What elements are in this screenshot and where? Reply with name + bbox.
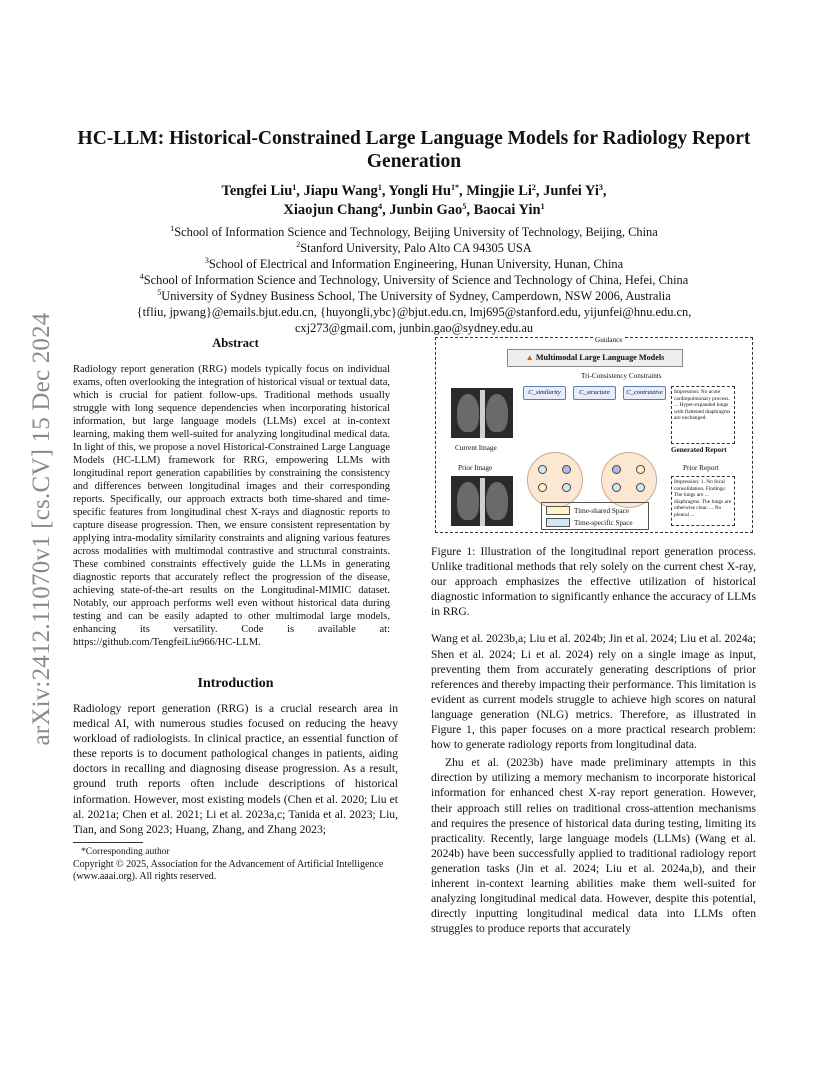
feature-node bbox=[612, 483, 621, 492]
affiliation-text: School of Electrical and Information Engineering, Hunan University, Hunan, China bbox=[208, 257, 624, 271]
author-list bbox=[60, 182, 768, 220]
current-image-label: Current Image bbox=[455, 444, 497, 452]
prior-image-label: Prior Image bbox=[458, 464, 493, 472]
affiliation-list bbox=[60, 224, 768, 336]
affiliation bbox=[60, 272, 768, 288]
structure-constraint: C_structure bbox=[573, 386, 616, 400]
guidance-label: Guidance bbox=[595, 336, 623, 344]
author-name: Jiapu Wang bbox=[303, 183, 378, 199]
abstract-text: Radiology report generation (RRG) models typically focus on individual exams, often overlooking the integration of historical visual or textual data, which is crucial for patient follow-ups. Traditional methods usually struggle with long sequence dependencies when incorporating historical information, but large language models (LLMs) excel at in-context learning, making them well-suited for analyzing longitudinal medical data. In light of this, we propose a novel Historical-Constrained Large Language Models (HC-LLM) framework for RRG, empowering LLMs with longitudinal report generation capabilities by constraining the consistency and differences between longitudinal images and their corresponding reports. Specifically, our approach extracts both time-shared and time-specific features from longitudinal chest X-rays and diagnostic reports to capture disease progression. Then, we ensure consistent representation by applying intra-modality similarity constraints and aligning various features across modalities with multimodal contrastive and structural constraints. These combined constraints effectively guide the LLMs in generating diagnostic reports that accurately reflect the progression of the disease, achieving state-of-the-art results on the Longitudinal-MIMIC dataset. Notably, our approach performs well even without historical data during testing and can be easily adapted to other multimodal large models, enhancing its versatility. Code is available at: https://github.com/TengfeiLiu966/HC-LLM. bbox=[73, 364, 390, 648]
image-feature-space bbox=[527, 452, 583, 508]
author-affil: 3 bbox=[598, 183, 603, 192]
arxiv-identifier-sidebar bbox=[22, 284, 62, 774]
feature-node bbox=[636, 465, 645, 474]
feature-node bbox=[636, 483, 645, 492]
similarity-constraint: C_similarity bbox=[523, 386, 566, 400]
right-column bbox=[431, 336, 756, 936]
author-affil: 2 bbox=[531, 183, 536, 192]
llm-module bbox=[507, 349, 683, 367]
feature-node bbox=[562, 483, 571, 492]
paper-header bbox=[60, 127, 768, 336]
shared-swatch bbox=[546, 506, 570, 515]
affiliation bbox=[60, 288, 768, 304]
author-emails-line-2[interactable]: cxj273@gmail.com, junbin.gao@sydney.edu.au bbox=[294, 321, 534, 335]
figure-legend bbox=[541, 502, 649, 530]
body-paragraph: Wang et al. 2023b,a; Liu et al. 2024b; Jin et al. 2024; Liu et al. 2024a; Shen et al. 2024; Li et al. 2024) rely on a single image as input, preventing them from accurately generating descriptions of prior references and thereby impacting their performance. This limitation is evident as current models struggle to achieve high scores on natural language generation (NLG) metrics. Therefore, as illustrated in Figure 1, this paper focuses on a more practical research problem: how to generate radiology reports from longitudinal data. bbox=[431, 632, 756, 752]
affiliation-number: 4 bbox=[139, 272, 144, 281]
affiliation bbox=[60, 224, 768, 240]
figure-1-diagram bbox=[431, 336, 755, 534]
affiliation-text: School of Information Science and Technology, Beijing University of Technology, Beijing, China bbox=[174, 225, 658, 239]
introduction-paragraph: Radiology report generation (RRG) is a crucial research area in medical AI, with numerous studies focused on reducing the heavy workload of radiologists. In clinical practice, an essential function of these reports is to document pathological changes in patients, aiding doctors in recalling and diagnosing disease progression. As a result, ground truth reports often include descriptions of historical information. However, most existing models (Chen et al. 2020; Liu et al. 2021a; Chen et al. 2021; Li et al. 2023a,c; Tanida et al. 2023; Liu, Tian, and Song 2023; Huang, Zhang, and Zhang 2023; bbox=[73, 702, 398, 836]
author-name: Xiaojun Chang bbox=[283, 202, 379, 218]
author-name: Yongli Hu bbox=[388, 183, 451, 199]
current-xray-image bbox=[451, 388, 513, 438]
paper-title: HC-LLM: Historical-Constrained Large Language Models for Radiology Report Generation bbox=[77, 128, 751, 172]
prior-report-box: Impression: 1. No focal consolidation. Findings: The lungs are ... diaphragms. The lungs are otherwise clear. ... No pleural ... bbox=[671, 476, 735, 526]
introduction-heading: Introduction bbox=[197, 676, 274, 691]
specific-swatch bbox=[546, 518, 570, 527]
author-affil: 1 bbox=[377, 183, 382, 192]
affiliation-number: 2 bbox=[296, 240, 301, 249]
figure-caption: Figure 1: Illustration of the longitudinal report generation process. Unlike traditional methods that rely solely on the current chest X-ray, our approach emphasizes the effective utilization of historical diagnostic information to significantly enhance the accuracy of LLMs in RRG. bbox=[431, 545, 756, 619]
author-affil: 4 bbox=[378, 202, 383, 211]
feature-node bbox=[562, 465, 571, 474]
copyright-notice: Copyright © 2025, Association for the Advancement of Artificial Intelligence (www.aaai.org). All rights reserved. bbox=[73, 858, 384, 883]
author-emails-line-1[interactable]: {tfliu, jpwang}@emails.bjut.edu.cn, {huyongli,ybc}@bjut.edu.cn, lmj695@stanford.edu, yijunfei@hnu.edu.cn, bbox=[136, 305, 692, 319]
report-feature-space bbox=[601, 452, 657, 508]
generated-report-label: Generated Report bbox=[671, 446, 727, 454]
generated-report-box: Impression: No acute cardiopulmonary process. ... Hyper-expanded lungs with flattened diaphragms are unchanged. bbox=[671, 386, 735, 444]
feature-node bbox=[612, 465, 621, 474]
authors-line-1: Tengfei Liu$^1$, Jiapu Wang$^1$, Yongli $Hu^{1*}$, Mingjie Li$^2$, Junfei Yi$^3$, bbox=[221, 183, 607, 199]
feature-node bbox=[538, 483, 547, 492]
affiliation-number: 1 bbox=[170, 224, 175, 233]
left-column bbox=[73, 336, 398, 884]
corresponding-author-footnote: *Corresponding author bbox=[81, 845, 170, 857]
author-affil: 1 bbox=[540, 202, 545, 211]
affiliation bbox=[60, 256, 768, 272]
llm-label: Multimodal Large Language Models bbox=[535, 353, 665, 362]
affiliation bbox=[60, 240, 768, 256]
prior-xray-image bbox=[451, 476, 513, 526]
footnote-divider bbox=[73, 842, 143, 843]
author-name: Baocai Yin bbox=[473, 202, 541, 218]
affiliation-text: School of Information Science and Technology, University of Science and Technology of China, Hefei, China bbox=[143, 273, 689, 287]
author-affil: 1 bbox=[292, 183, 297, 192]
contrastive-constraint: C_contrastive bbox=[623, 386, 666, 400]
abstract-heading: Abstract bbox=[212, 336, 259, 350]
author-name: Mingjie Li bbox=[466, 183, 532, 199]
prior-report-label: Prior Report bbox=[683, 464, 719, 472]
legend-shared: Time-shared Space bbox=[574, 507, 630, 515]
affiliation-number: 3 bbox=[204, 256, 209, 265]
constraint-label: Tri-Consistency Constraints bbox=[581, 372, 662, 380]
affiliation-text: University of Sydney Business School, The University of Sydney, Camperdown, NSW 2006, Australia bbox=[161, 289, 671, 303]
affiliation-text: Stanford University, Palo Alto CA 94305 USA bbox=[300, 241, 532, 255]
feature-node bbox=[538, 465, 547, 474]
author-affil: 1* bbox=[451, 183, 459, 192]
author-name: Tengfei Liu bbox=[221, 183, 293, 199]
arxiv-id: arXiv:2412.11070v1 [cs.CV] 15 Dec 2024 bbox=[28, 312, 55, 746]
affiliation-number: 5 bbox=[157, 288, 162, 297]
author-name: Junfei Yi bbox=[543, 183, 599, 199]
body-paragraph: Zhu et al. (2023b) have made preliminary attempts in this direction by utilizing a memory mechanism to incorporate historical information for enhanced chest X-ray report generation. However, their approach still relies on traditional cross-attention mechanisms and requires the presence of historical data during testing, limiting its practicality. Recently, large language models (LLMs) (Wang et al. 2024b) have been successfully applied to traditional radiology report generation tasks (Jin et al. 2024; Liu et al. 2024a,b), and their inherent in-context learning abilities make them well-suited for analyzing longitudinal medical data. However, despite this potential, directly inputting longitudinal medical data into LLMs often struggles to produce reports that accurately bbox=[431, 756, 756, 936]
fire-icon: ▲ bbox=[525, 353, 534, 362]
authors-line-2: Xiaojun Chang$^4$, Junbin Gao$^5$, Baocai Yin$^1$ bbox=[283, 202, 545, 218]
legend-specific: Time-specific Space bbox=[574, 519, 633, 527]
author-name: Junbin Gao bbox=[389, 202, 463, 218]
author-affil: 5 bbox=[462, 202, 467, 211]
